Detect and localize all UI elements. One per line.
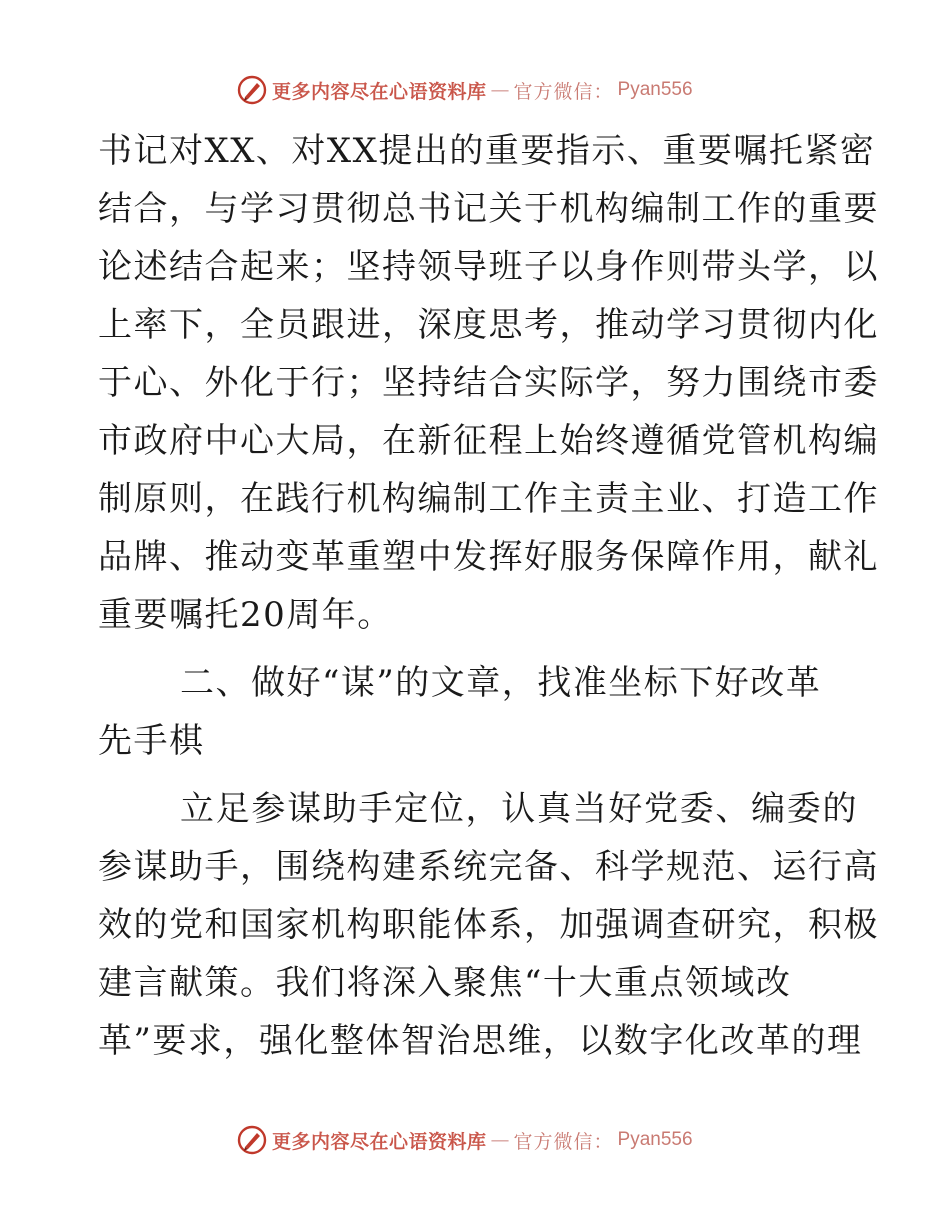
watermark-id: Pyan556 (617, 1129, 693, 1150)
text-line: 立足参谋助手定位，认真当好党委、编委的 (180, 789, 858, 829)
watermark-label: 官方微信： (513, 80, 614, 103)
paragraph (98, 780, 879, 1070)
text-line: 结合，与学习贯彻总书记关于机构编制工作的重要 (98, 189, 879, 229)
text-line: 制原则，在践行机构编制工作主责主业、打造工作 (98, 479, 879, 519)
text-line: 革”要求，强化整体智治思维，以数字化改革的理 (98, 1021, 863, 1061)
text-line: 于心、外化于行；坚持结合实际学，努力围绕市委 (98, 363, 879, 403)
heading-line: 先手棋 (98, 721, 205, 761)
pen-logo-icon (236, 1124, 268, 1156)
text-line: 参谋助手，围绕构建系统完备、科学规范、运行高 (98, 847, 879, 887)
section-heading (98, 654, 858, 770)
text-line: 品牌、推动变革重塑中发挥好服务保障作用，献礼 (98, 537, 879, 577)
text-line: 论述结合起来；坚持领导班子以身作则带头学，以 (98, 247, 879, 287)
watermark-separator: — (490, 1129, 510, 1151)
watermark-label: 官方微信： (513, 1130, 614, 1153)
text-line: 效的党和国家机构职能体系，加强调查研究，积极 (98, 905, 879, 945)
paragraph-continuation (98, 122, 879, 644)
watermark-text: 更多内容尽在心语资料库 (272, 1130, 487, 1153)
text-line: 建言献策。我们将深入聚焦“十大重点领域改 (98, 963, 792, 1003)
pen-logo-icon (236, 74, 268, 106)
text-line: 市政府中心大局，在新征程上始终遵循党管机构编 (98, 421, 879, 461)
footer-watermark (236, 1122, 693, 1158)
watermark-id: Pyan556 (617, 79, 693, 100)
heading-line: 二、做好“谋”的文章，找准坐标下好改革 (180, 663, 822, 703)
watermark-separator: — (490, 79, 510, 101)
text-line: 重要嘱托20周年。 (98, 595, 393, 635)
text-line: 书记对XX、对XX提出的重要指示、重要嘱托紧密 (98, 131, 876, 171)
text-line: 上率下，全员跟进，深度思考，推动学习贯彻内化 (98, 305, 879, 345)
header-watermark (236, 72, 693, 108)
document-body (98, 122, 879, 1070)
watermark-text: 更多内容尽在心语资料库 (272, 80, 487, 103)
